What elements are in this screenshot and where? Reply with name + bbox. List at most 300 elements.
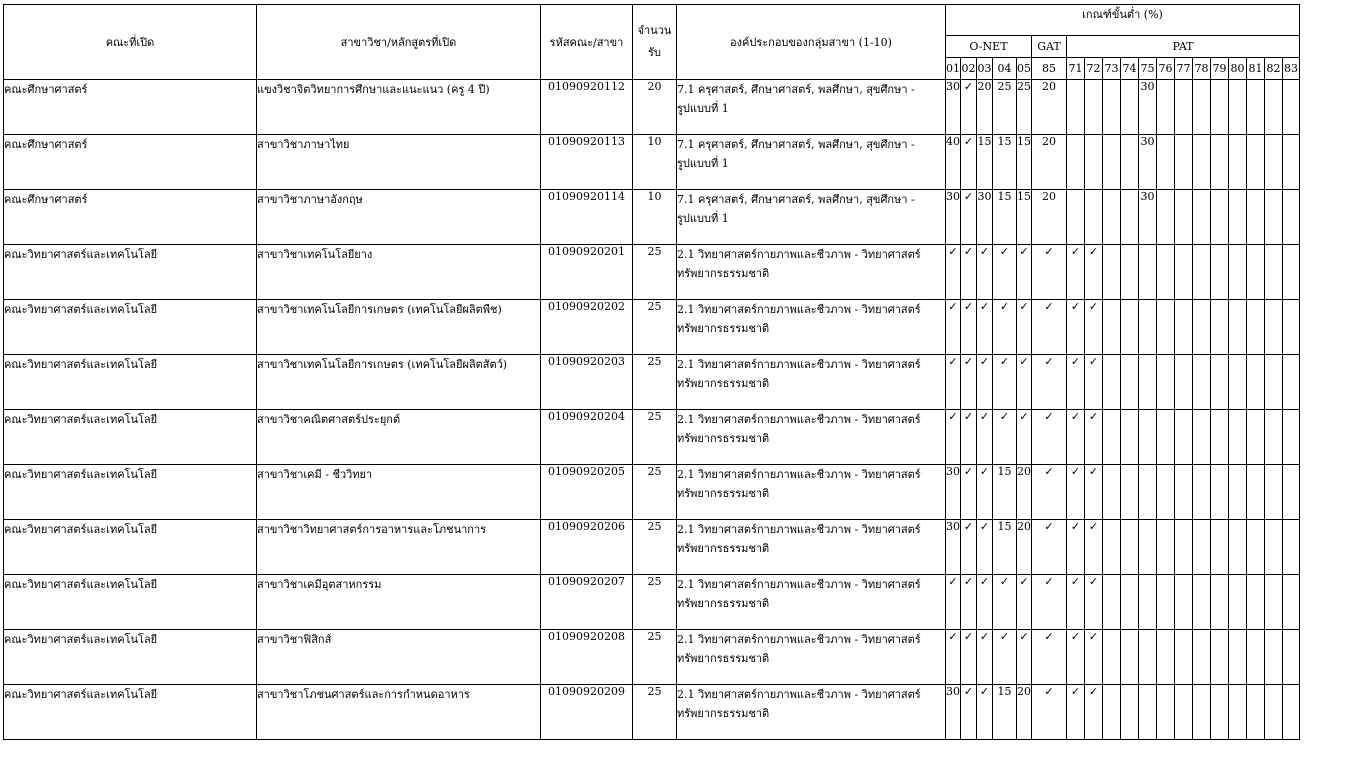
component-line: 7.1 ครุศาสตร์, ศึกษาศาสตร์, พลศึกษา, สุขศึกษา -	[677, 193, 915, 206]
score-cell	[1229, 300, 1247, 355]
score-cell	[1121, 630, 1139, 685]
major-cell: สาขาวิชาวิทยาศาสตร์การอาหารและโภชนาการ	[257, 520, 541, 575]
score-cell: 15	[993, 685, 1017, 740]
code-cell: 01090920206	[541, 520, 633, 575]
header-score-col: 02	[961, 58, 977, 80]
score-cell: ✓	[1017, 575, 1032, 630]
score-cell: ✓	[993, 630, 1017, 685]
component-cell	[677, 300, 946, 355]
header-score-col: 82	[1265, 58, 1283, 80]
score-cell: ✓	[1032, 630, 1067, 685]
quota-cell: 25	[633, 355, 677, 410]
score-cell	[1211, 245, 1229, 300]
score-cell	[1157, 630, 1175, 685]
score-cell: ✓	[1067, 410, 1085, 465]
score-cell	[1103, 630, 1121, 685]
score-cell	[1229, 630, 1247, 685]
score-cell	[1193, 630, 1211, 685]
major-cell: สาขาวิชาภาษาไทย	[257, 135, 541, 190]
score-cell: ✓	[977, 520, 993, 575]
score-cell: 30	[946, 520, 961, 575]
score-cell	[1103, 300, 1121, 355]
score-cell	[1229, 190, 1247, 245]
faculty-cell: คณะศึกษาศาสตร์	[4, 190, 257, 245]
score-cell	[1211, 575, 1229, 630]
table-body	[4, 80, 1300, 740]
score-cell	[1157, 575, 1175, 630]
header-score-col: 77	[1175, 58, 1193, 80]
component-line: ทรัพยากรธรรมชาติ	[677, 652, 770, 665]
score-cell: 20	[1017, 685, 1032, 740]
component-cell	[677, 410, 946, 465]
score-cell	[1247, 520, 1265, 575]
score-cell	[1121, 190, 1139, 245]
score-cell: ✓	[1085, 520, 1103, 575]
score-cell	[1229, 575, 1247, 630]
score-cell: ✓	[961, 80, 977, 135]
score-cell: ✓	[1067, 355, 1085, 410]
component-line: 2.1 วิทยาศาสตร์กายภาพและชีวภาพ - วิทยาศาสตร์	[677, 523, 921, 536]
component-line: 2.1 วิทยาศาสตร์กายภาพและชีวภาพ - วิทยาศาสตร์	[677, 248, 921, 261]
component-line: 2.1 วิทยาศาสตร์กายภาพและชีวภาพ - วิทยาศาสตร์	[677, 688, 921, 701]
score-cell	[1283, 135, 1300, 190]
component-line: 2.1 วิทยาศาสตร์กายภาพและชีวภาพ - วิทยาศาสตร์	[677, 358, 921, 371]
score-cell	[1211, 80, 1229, 135]
score-cell	[1085, 135, 1103, 190]
faculty-cell: คณะวิทยาศาสตร์และเทคโนโลยี	[4, 410, 257, 465]
header-score-col: 83	[1283, 58, 1300, 80]
score-cell: ✓	[1017, 410, 1032, 465]
score-cell: ✓	[993, 300, 1017, 355]
score-cell	[1067, 80, 1085, 135]
score-cell: ✓	[1085, 355, 1103, 410]
score-cell: ✓	[961, 300, 977, 355]
score-cell	[1139, 520, 1157, 575]
score-cell	[1283, 630, 1300, 685]
score-cell	[1193, 465, 1211, 520]
score-cell	[1121, 355, 1139, 410]
score-cell	[1121, 575, 1139, 630]
score-cell	[1283, 575, 1300, 630]
score-cell	[1211, 630, 1229, 685]
code-cell: 01090920202	[541, 300, 633, 355]
score-cell	[1139, 685, 1157, 740]
score-cell: 30	[1139, 80, 1157, 135]
header-gat: GAT	[1032, 36, 1067, 58]
score-cell	[1229, 355, 1247, 410]
header-score-col: 03	[977, 58, 993, 80]
major-cell: สาขาวิชาภาษาอังกฤษ	[257, 190, 541, 245]
score-cell: ✓	[1032, 465, 1067, 520]
score-cell	[1247, 355, 1265, 410]
score-cell: ✓	[993, 410, 1017, 465]
score-cell	[1283, 190, 1300, 245]
component-line: รูปแบบที่ 1	[677, 102, 729, 115]
faculty-cell: คณะวิทยาศาสตร์และเทคโนโลยี	[4, 630, 257, 685]
header-score-col: 81	[1247, 58, 1265, 80]
score-cell	[1211, 410, 1229, 465]
component-line: 7.1 ครุศาสตร์, ศึกษาศาสตร์, พลศึกษา, สุขศึกษา -	[677, 83, 915, 96]
score-cell	[1157, 520, 1175, 575]
score-cell	[1283, 520, 1300, 575]
quota-cell: 10	[633, 135, 677, 190]
component-line: รูปแบบที่ 1	[677, 212, 729, 225]
score-cell	[1265, 410, 1283, 465]
score-cell: ✓	[946, 300, 961, 355]
score-cell	[1157, 135, 1175, 190]
component-cell	[677, 245, 946, 300]
score-cell	[1121, 685, 1139, 740]
score-cell: ✓	[961, 465, 977, 520]
score-cell	[1265, 300, 1283, 355]
score-cell	[1193, 300, 1211, 355]
score-cell	[1211, 355, 1229, 410]
score-cell	[1229, 685, 1247, 740]
component-line: ทรัพยากรธรรมชาติ	[677, 377, 770, 390]
score-cell	[1157, 685, 1175, 740]
component-cell	[677, 190, 946, 245]
faculty-cell: คณะวิทยาศาสตร์และเทคโนโลยี	[4, 300, 257, 355]
score-cell	[1193, 410, 1211, 465]
score-cell: ✓	[1067, 245, 1085, 300]
table-row	[4, 80, 1300, 135]
header-criteria: เกณฑ์ขั้นต่ำ (%)	[946, 5, 1300, 36]
score-cell: 30	[946, 190, 961, 245]
score-cell: ✓	[993, 575, 1017, 630]
score-cell: ✓	[977, 630, 993, 685]
score-cell: 15	[1017, 190, 1032, 245]
score-cell: ✓	[961, 355, 977, 410]
header-score-col: 05	[1017, 58, 1032, 80]
faculty-cell: คณะศึกษาศาสตร์	[4, 80, 257, 135]
score-cell	[1121, 80, 1139, 135]
table-row	[4, 245, 1300, 300]
score-cell	[1103, 685, 1121, 740]
score-cell: ✓	[961, 685, 977, 740]
score-cell: ✓	[1017, 245, 1032, 300]
code-cell: 01090920114	[541, 190, 633, 245]
score-cell	[1229, 465, 1247, 520]
score-cell	[1157, 245, 1175, 300]
table-row	[4, 685, 1300, 740]
score-cell: 30	[977, 190, 993, 245]
score-cell	[1121, 520, 1139, 575]
score-cell: ✓	[977, 575, 993, 630]
table-row	[4, 520, 1300, 575]
score-cell	[1103, 245, 1121, 300]
faculty-cell: คณะศึกษาศาสตร์	[4, 135, 257, 190]
table-row	[4, 190, 1300, 245]
score-cell	[1175, 80, 1193, 135]
header-score-col: 71	[1067, 58, 1085, 80]
major-cell: สาขาวิชาเทคโนโลยียาง	[257, 245, 541, 300]
score-cell: 20	[1032, 80, 1067, 135]
score-cell	[1265, 355, 1283, 410]
header-score-col: 73	[1103, 58, 1121, 80]
header-score-col: 04	[993, 58, 1017, 80]
score-cell	[1193, 575, 1211, 630]
table-row	[4, 135, 1300, 190]
score-cell	[1103, 355, 1121, 410]
component-line: ทรัพยากรธรรมชาติ	[677, 707, 770, 720]
score-cell	[1247, 630, 1265, 685]
score-cell	[1229, 520, 1247, 575]
score-cell	[1229, 410, 1247, 465]
score-cell: ✓	[1085, 630, 1103, 685]
code-cell: 01090920203	[541, 355, 633, 410]
component-line: ทรัพยากรธรรมชาติ	[677, 487, 770, 500]
score-cell	[1103, 190, 1121, 245]
score-cell: ✓	[993, 355, 1017, 410]
score-cell	[1103, 575, 1121, 630]
score-cell: 25	[993, 80, 1017, 135]
header-score-col: 76	[1157, 58, 1175, 80]
admission-criteria-table	[3, 4, 1300, 740]
faculty-cell: คณะวิทยาศาสตร์และเทคโนโลยี	[4, 465, 257, 520]
score-cell	[1211, 520, 1229, 575]
code-cell: 01090920112	[541, 80, 633, 135]
score-cell: ✓	[961, 520, 977, 575]
faculty-cell: คณะวิทยาศาสตร์และเทคโนโลยี	[4, 245, 257, 300]
component-cell	[677, 135, 946, 190]
code-cell: 01090920207	[541, 575, 633, 630]
score-cell	[1247, 410, 1265, 465]
score-cell: ✓	[1085, 575, 1103, 630]
major-cell: สาขาวิชาเทคโนโลยีการเกษตร (เทคโนโลยีผลิตพืช)	[257, 300, 541, 355]
score-cell	[1283, 300, 1300, 355]
score-cell	[1211, 685, 1229, 740]
score-cell	[1085, 80, 1103, 135]
major-cell: สาขาวิชาคณิตศาสตร์ประยุกต์	[257, 410, 541, 465]
score-cell: ✓	[1085, 245, 1103, 300]
code-cell: 01090920201	[541, 245, 633, 300]
score-cell	[1157, 465, 1175, 520]
code-cell: 01090920205	[541, 465, 633, 520]
score-cell: ✓	[1017, 300, 1032, 355]
header-score-col: 74	[1121, 58, 1139, 80]
component-line: ทรัพยากรธรรมชาติ	[677, 432, 770, 445]
score-cell: ✓	[977, 300, 993, 355]
score-cell: 15	[977, 135, 993, 190]
score-cell: 30	[946, 80, 961, 135]
score-cell	[1211, 465, 1229, 520]
score-cell	[1211, 300, 1229, 355]
score-cell	[1211, 190, 1229, 245]
score-cell	[1121, 465, 1139, 520]
score-cell: ✓	[1032, 245, 1067, 300]
score-cell: 15	[993, 465, 1017, 520]
score-cell	[1175, 410, 1193, 465]
score-cell	[1103, 80, 1121, 135]
component-line: รูปแบบที่ 1	[677, 157, 729, 170]
score-cell: ✓	[1032, 410, 1067, 465]
score-cell: ✓	[977, 245, 993, 300]
component-line: ทรัพยากรธรรมชาติ	[677, 542, 770, 555]
score-cell: 25	[1017, 80, 1032, 135]
score-cell	[1265, 520, 1283, 575]
score-cell	[1175, 245, 1193, 300]
score-cell: 20	[977, 80, 993, 135]
score-cell: ✓	[1085, 465, 1103, 520]
faculty-cell: คณะวิทยาศาสตร์และเทคโนโลยี	[4, 685, 257, 740]
score-cell	[1283, 465, 1300, 520]
major-cell: สาขาวิชาเคมี - ชีววิทยา	[257, 465, 541, 520]
score-cell	[1157, 355, 1175, 410]
score-cell: ✓	[946, 355, 961, 410]
header-pat: PAT	[1067, 36, 1300, 58]
score-cell: ✓	[946, 410, 961, 465]
score-cell	[1229, 245, 1247, 300]
score-cell	[1193, 80, 1211, 135]
component-line: 2.1 วิทยาศาสตร์กายภาพและชีวภาพ - วิทยาศาสตร์	[677, 578, 921, 591]
score-cell: ✓	[977, 685, 993, 740]
score-cell: ✓	[1067, 300, 1085, 355]
score-cell: ✓	[1032, 520, 1067, 575]
score-cell	[1157, 410, 1175, 465]
component-line: 2.1 วิทยาศาสตร์กายภาพและชีวภาพ - วิทยาศาสตร์	[677, 633, 921, 646]
score-cell	[1193, 190, 1211, 245]
score-cell	[1247, 465, 1265, 520]
score-cell	[1175, 135, 1193, 190]
quota-cell: 25	[633, 575, 677, 630]
score-cell: ✓	[1032, 575, 1067, 630]
score-cell	[1121, 300, 1139, 355]
component-cell	[677, 80, 946, 135]
score-cell: ✓	[961, 245, 977, 300]
score-cell: ✓	[961, 190, 977, 245]
header-score-col: 78	[1193, 58, 1211, 80]
score-cell: 20	[1032, 190, 1067, 245]
quota-cell: 20	[633, 80, 677, 135]
header-score-col: 80	[1229, 58, 1247, 80]
score-cell	[1067, 190, 1085, 245]
score-cell	[1247, 135, 1265, 190]
score-cell	[1157, 300, 1175, 355]
score-cell	[1139, 630, 1157, 685]
score-cell: ✓	[946, 245, 961, 300]
score-cell: ✓	[1017, 630, 1032, 685]
table-row	[4, 465, 1300, 520]
score-cell: 30	[946, 685, 961, 740]
score-cell	[1283, 245, 1300, 300]
score-cell	[1121, 135, 1139, 190]
score-cell: ✓	[1067, 520, 1085, 575]
score-cell: 15	[993, 190, 1017, 245]
component-line: 2.1 วิทยาศาสตร์กายภาพและชีวภาพ - วิทยาศาสตร์	[677, 303, 921, 316]
score-cell	[1283, 685, 1300, 740]
score-cell: ✓	[1067, 630, 1085, 685]
score-cell	[1139, 245, 1157, 300]
header-score-col: 01	[946, 58, 961, 80]
quota-cell: 25	[633, 520, 677, 575]
score-cell: ✓	[977, 465, 993, 520]
score-cell: ✓	[1067, 575, 1085, 630]
score-cell	[1157, 80, 1175, 135]
score-cell	[1265, 575, 1283, 630]
component-cell	[677, 630, 946, 685]
major-cell: แขงวิชาจิตวิทยาการศึกษาและแนะแนว (ครู 4 ปี)	[257, 80, 541, 135]
score-cell: ✓	[977, 410, 993, 465]
score-cell	[1193, 355, 1211, 410]
score-cell	[1139, 465, 1157, 520]
score-cell: ✓	[946, 630, 961, 685]
header-score-col: 79	[1211, 58, 1229, 80]
score-cell: 30	[946, 465, 961, 520]
score-cell	[1229, 80, 1247, 135]
quota-cell: 25	[633, 465, 677, 520]
score-cell: 30	[1139, 190, 1157, 245]
score-cell: 15	[993, 520, 1017, 575]
score-cell: ✓	[993, 245, 1017, 300]
score-cell	[1265, 245, 1283, 300]
score-cell	[1265, 630, 1283, 685]
major-cell: สาขาวิชาฟิสิกส์	[257, 630, 541, 685]
score-cell: ✓	[946, 575, 961, 630]
score-cell	[1139, 410, 1157, 465]
score-cell: ✓	[1032, 685, 1067, 740]
score-cell	[1139, 300, 1157, 355]
component-line: 7.1 ครุศาสตร์, ศึกษาศาสตร์, พลศึกษา, สุขศึกษา -	[677, 138, 915, 151]
faculty-cell: คณะวิทยาศาสตร์และเทคโนโลยี	[4, 355, 257, 410]
score-cell	[1229, 135, 1247, 190]
component-cell	[677, 520, 946, 575]
score-cell	[1193, 245, 1211, 300]
component-cell	[677, 575, 946, 630]
score-cell: 15	[993, 135, 1017, 190]
score-cell: ✓	[1085, 685, 1103, 740]
table-row	[4, 355, 1300, 410]
score-cell	[1247, 80, 1265, 135]
header-score-col: 72	[1085, 58, 1103, 80]
component-line: ทรัพยากรธรรมชาติ	[677, 322, 770, 335]
score-cell: ✓	[961, 575, 977, 630]
header-faculty: คณะที่เปิด	[4, 5, 257, 80]
score-cell	[1103, 410, 1121, 465]
score-cell: ✓	[1067, 465, 1085, 520]
header-component: องค์ประกอบของกลุ่มสาขา (1-10)	[677, 5, 946, 80]
score-cell	[1121, 245, 1139, 300]
component-line: 2.1 วิทยาศาสตร์กายภาพและชีวภาพ - วิทยาศาสตร์	[677, 468, 921, 481]
code-cell: 01090920204	[541, 410, 633, 465]
table-row	[4, 575, 1300, 630]
score-cell	[1265, 685, 1283, 740]
code-cell: 01090920208	[541, 630, 633, 685]
score-cell	[1247, 685, 1265, 740]
score-cell	[1175, 685, 1193, 740]
score-cell	[1175, 190, 1193, 245]
table-header	[4, 5, 1300, 80]
score-cell: 20	[1017, 520, 1032, 575]
score-cell	[1193, 135, 1211, 190]
quota-cell: 10	[633, 190, 677, 245]
table-row	[4, 630, 1300, 685]
score-cell: 40	[946, 135, 961, 190]
component-line: ทรัพยากรธรรมชาติ	[677, 267, 770, 280]
component-cell	[677, 355, 946, 410]
code-cell: 01090920113	[541, 135, 633, 190]
score-cell	[1121, 410, 1139, 465]
score-cell	[1193, 685, 1211, 740]
score-cell	[1175, 300, 1193, 355]
quota-cell: 25	[633, 245, 677, 300]
score-cell	[1103, 520, 1121, 575]
component-cell	[677, 465, 946, 520]
score-cell	[1283, 355, 1300, 410]
score-cell: ✓	[1032, 300, 1067, 355]
major-cell: สาขาวิชาโภชนศาสตร์และการกำหนดอาหาร	[257, 685, 541, 740]
score-cell	[1175, 575, 1193, 630]
score-cell: 20	[1017, 465, 1032, 520]
